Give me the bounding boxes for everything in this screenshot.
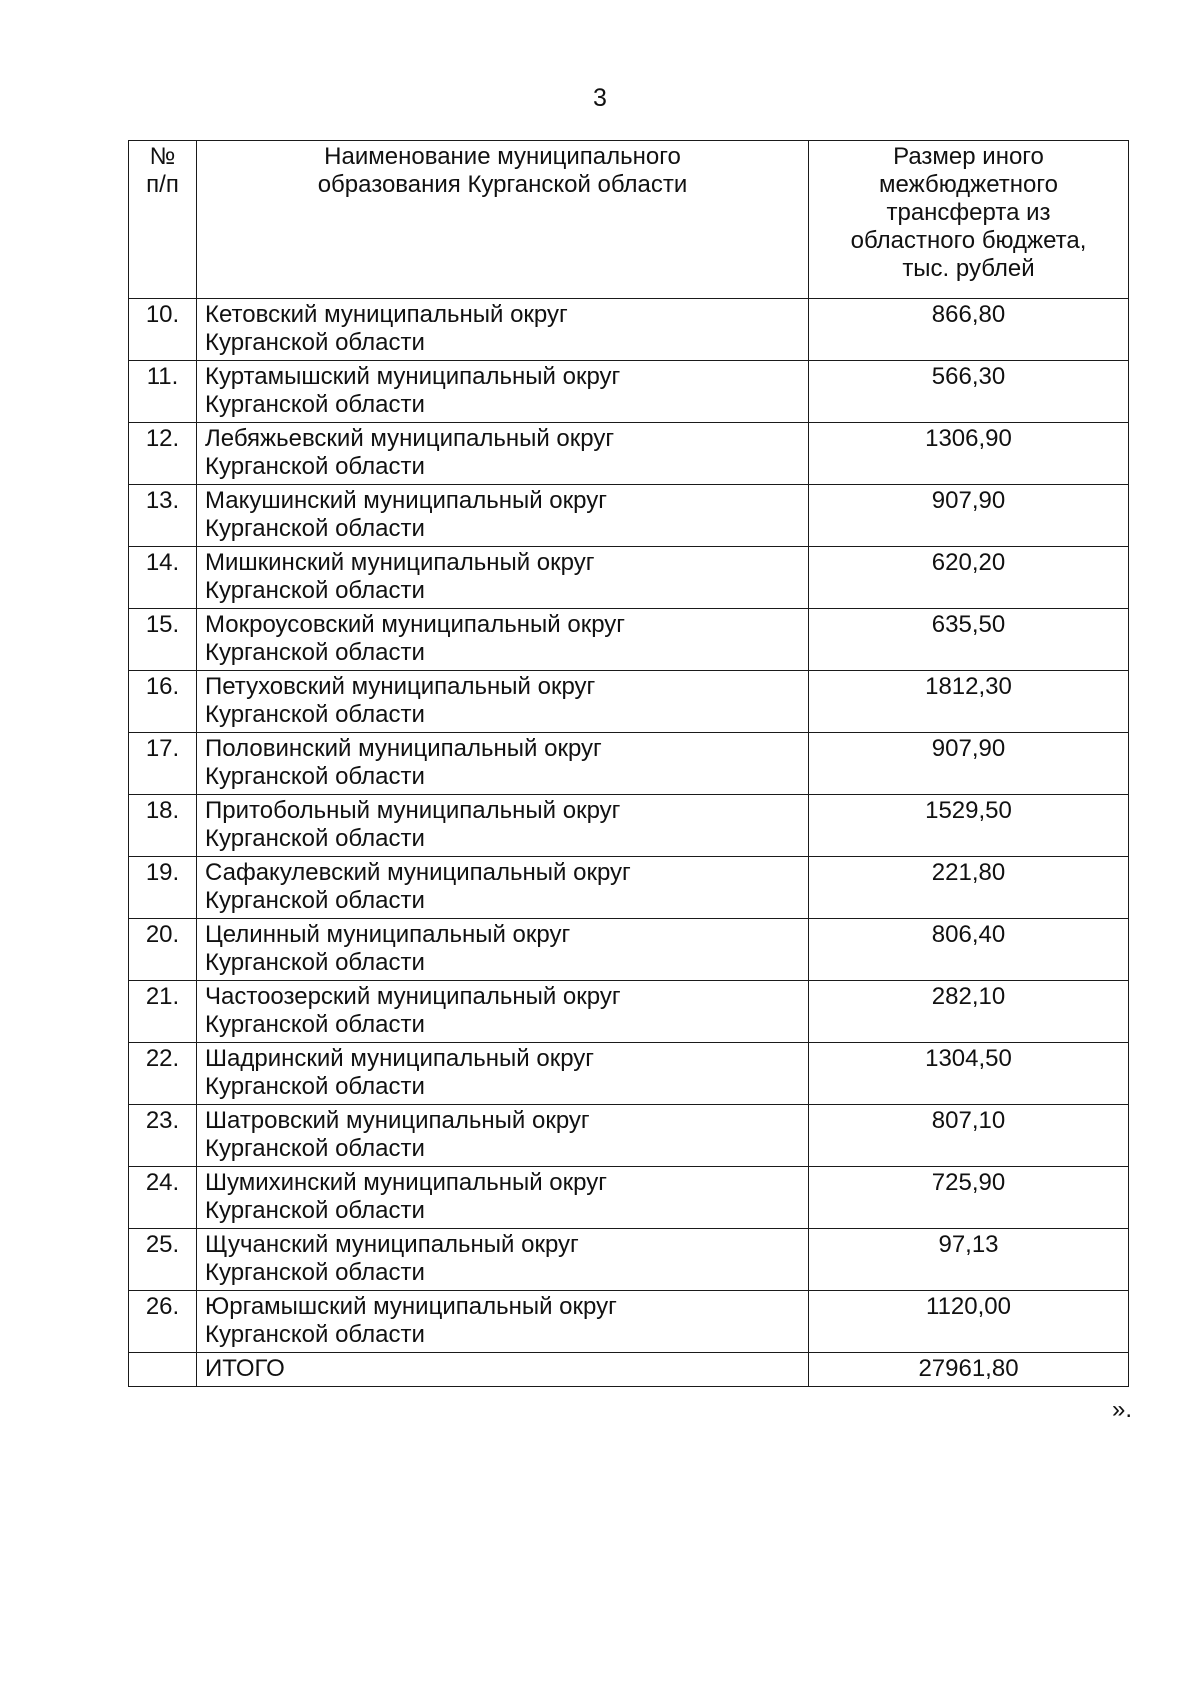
row-number: 21.	[129, 981, 197, 1043]
municipality-name: Частоозерский муниципальный округ	[205, 983, 621, 1010]
municipality-name-cell	[197, 609, 809, 671]
closing-quote-mark: ».	[1112, 1396, 1133, 1423]
municipality-name: Лебяжьевский муниципальный округ	[205, 425, 615, 452]
row-number: 26.	[129, 1291, 197, 1353]
municipality-name: Петуховский муниципальный округ	[205, 673, 596, 700]
table-row	[129, 981, 1129, 1043]
table-row	[129, 795, 1129, 857]
total-label: ИТОГО	[197, 1353, 809, 1387]
table-row	[129, 1105, 1129, 1167]
municipality-name-cell	[197, 733, 809, 795]
transfer-amount: 907,90	[809, 485, 1129, 547]
transfer-amount: 1529,50	[809, 795, 1129, 857]
municipality-name: Кетовский муниципальный округ	[205, 301, 568, 328]
municipality-name-cell	[197, 547, 809, 609]
transfer-amount: 282,10	[809, 981, 1129, 1043]
municipality-name-cell	[197, 671, 809, 733]
row-number: 22.	[129, 1043, 197, 1105]
header-number: № п/п	[129, 141, 197, 299]
municipality-name: Шатровский муниципальный округ	[205, 1107, 590, 1134]
transfer-amount: 1812,30	[809, 671, 1129, 733]
row-number: 20.	[129, 919, 197, 981]
table-row	[129, 1167, 1129, 1229]
row-number: 13.	[129, 485, 197, 547]
municipality-region: Курганской области	[205, 391, 425, 418]
table-row	[129, 1229, 1129, 1291]
transfer-amount: 807,10	[809, 1105, 1129, 1167]
table-row	[129, 423, 1129, 485]
table-row	[129, 733, 1129, 795]
row-number: 17.	[129, 733, 197, 795]
table-row	[129, 361, 1129, 423]
transfer-amount: 1120,00	[809, 1291, 1129, 1353]
table-row	[129, 547, 1129, 609]
municipality-name: Макушинский муниципальный округ	[205, 487, 607, 514]
municipality-name-cell	[197, 423, 809, 485]
municipality-name-cell	[197, 795, 809, 857]
table-body	[129, 299, 1129, 1387]
municipality-region: Курганской области	[205, 1197, 425, 1224]
transfer-table	[128, 140, 1129, 1387]
table-row	[129, 919, 1129, 981]
table-row	[129, 857, 1129, 919]
municipality-name: Юргамышский муниципальный округ	[205, 1293, 617, 1320]
municipality-region: Курганской области	[205, 1135, 425, 1162]
municipality-name: Шумихинский муниципальный округ	[205, 1169, 607, 1196]
transfer-amount: 1306,90	[809, 423, 1129, 485]
municipality-name: Притобольный муниципальный округ	[205, 797, 621, 824]
municipality-region: Курганской области	[205, 329, 425, 356]
municipality-region: Курганской области	[205, 515, 425, 542]
page-number: 3	[593, 84, 607, 112]
row-number: 16.	[129, 671, 197, 733]
municipality-name: Мокроусовский муниципальный округ	[205, 611, 626, 638]
row-number: 15.	[129, 609, 197, 671]
table-row	[129, 1043, 1129, 1105]
municipality-name-cell	[197, 485, 809, 547]
municipality-region: Курганской области	[205, 701, 425, 728]
municipality-name-cell	[197, 1291, 809, 1353]
municipality-name-cell	[197, 1105, 809, 1167]
table-header-row	[129, 141, 1129, 299]
municipality-name: Куртамышский муниципальный округ	[205, 363, 621, 390]
municipality-region: Курганской области	[205, 639, 425, 666]
table-row	[129, 1291, 1129, 1353]
transfer-amount: 221,80	[809, 857, 1129, 919]
municipality-name: Щучанский муниципальный округ	[205, 1231, 579, 1258]
municipality-region: Курганской области	[205, 825, 425, 852]
row-number: 25.	[129, 1229, 197, 1291]
transfer-amount: 725,90	[809, 1167, 1129, 1229]
table-row	[129, 609, 1129, 671]
municipality-name: Сафакулевский муниципальный округ	[205, 859, 631, 886]
transfer-amount: 806,40	[809, 919, 1129, 981]
row-number: 14.	[129, 547, 197, 609]
municipality-name: Целинный муниципальный округ	[205, 921, 571, 948]
row-number: 23.	[129, 1105, 197, 1167]
transfer-amount: 907,90	[809, 733, 1129, 795]
municipality-name-cell	[197, 857, 809, 919]
row-number: 19.	[129, 857, 197, 919]
table-row	[129, 299, 1129, 361]
row-number: 18.	[129, 795, 197, 857]
row-number: 24.	[129, 1167, 197, 1229]
municipality-name: Половинский муниципальный округ	[205, 735, 602, 762]
transfer-amount: 620,20	[809, 547, 1129, 609]
municipality-name-cell	[197, 1229, 809, 1291]
municipality-name-cell	[197, 361, 809, 423]
municipality-name-cell	[197, 299, 809, 361]
transfer-amount: 866,80	[809, 299, 1129, 361]
total-number-cell	[129, 1353, 197, 1387]
municipality-region: Курганской области	[205, 1321, 425, 1348]
header-municipality-name: Наименование муниципального образования Курганской области	[197, 141, 809, 299]
municipality-region: Курганской области	[205, 763, 425, 790]
row-number: 12.	[129, 423, 197, 485]
transfer-amount: 635,50	[809, 609, 1129, 671]
municipality-name: Мишкинский муниципальный округ	[205, 549, 595, 576]
municipality-name-cell	[197, 919, 809, 981]
municipality-region: Курганской области	[205, 887, 425, 914]
table-row	[129, 671, 1129, 733]
municipality-region: Курганской области	[205, 1073, 425, 1100]
municipality-region: Курганской области	[205, 949, 425, 976]
total-amount: 27961,80	[809, 1353, 1129, 1387]
row-number: 10.	[129, 299, 197, 361]
header-transfer-amount: Размер иного межбюджетного трансферта из областного бюджета, тыс. рублей	[809, 141, 1129, 299]
municipality-name-cell	[197, 981, 809, 1043]
transfer-amount: 566,30	[809, 361, 1129, 423]
municipality-region: Курганской области	[205, 453, 425, 480]
municipality-region: Курганской области	[205, 1259, 425, 1286]
transfer-amount: 97,13	[809, 1229, 1129, 1291]
total-row	[129, 1353, 1129, 1387]
municipality-name: Шадринский муниципальный округ	[205, 1045, 595, 1072]
table-row	[129, 485, 1129, 547]
municipality-region: Курганской области	[205, 1011, 425, 1038]
row-number: 11.	[129, 361, 197, 423]
transfer-amount: 1304,50	[809, 1043, 1129, 1105]
municipality-name-cell	[197, 1167, 809, 1229]
municipality-name-cell	[197, 1043, 809, 1105]
municipality-region: Курганской области	[205, 577, 425, 604]
